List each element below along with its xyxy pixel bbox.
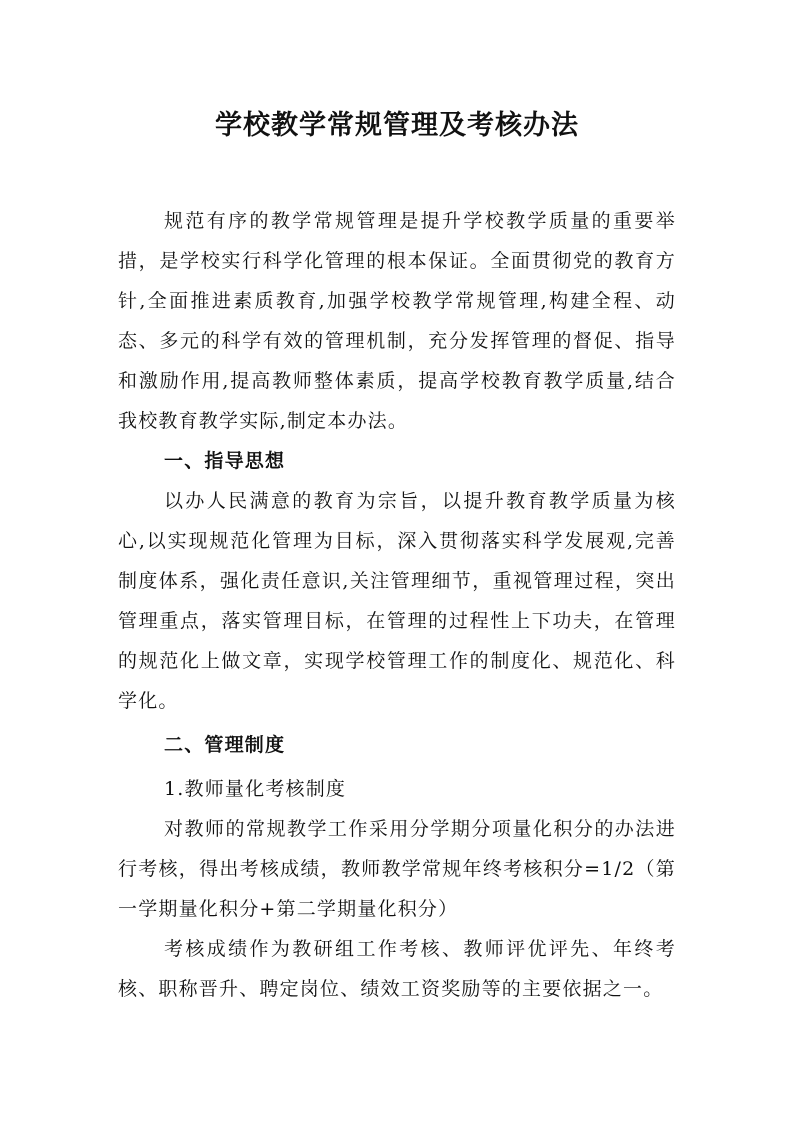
subsection-heading-teacher-assessment: 1.教师量化考核制度 [164,778,347,800]
section-heading-management-system: 二、管理制度 [164,734,286,756]
document-page [118,0,676,1122]
document-body [118,201,676,1009]
guiding-ideology-paragraph: 以办人民满意的教育为宗旨，以提升教育教学质量为核心,以实现规范化管理为目标，深入贯彻落实科学发展观,完善制度体系，强化责任意识,关注管理细节，重视管理过程，突出管理重点，落实管理目标，在管理的过程性上下功夫，在管理的规范化上做文章，实现学校管理工作的制度化、规范化、科学化。 [118,490,676,712]
assessment-method-paragraph: 对教师的常规教学工作采用分学期分项量化积分的办法进行考核，得出考核成绩，教师教学常规年终考核积分=1/2（第一学期量化积分+第二学期量化积分） [118,818,676,920]
intro-paragraph: 规范有序的教学常规管理是提升学校教学质量的重要举措，是学校实行科学化管理的根本保证。全面贯彻党的教育方针,全面推进素质教育,加强学校教学常规管理,构建全程、动态、多元的科学有效的管理机制，充分发挥管理的督促、指导和激励作用,提高教师整体素质，提高学校教育教学质量,结合我校教育教学实际,制定本办法。 [118,210,676,432]
section-heading-guiding-ideology: 一、指导思想 [164,450,286,472]
assessment-usage-paragraph: 考核成绩作为教研组工作考核、教师评优评先、年终考核、职称晋升、聘定岗位、绩效工资奖励等的主要依据之一。 [118,938,676,1000]
document-title: 学校教学常规管理及考核办法 [215,110,579,141]
